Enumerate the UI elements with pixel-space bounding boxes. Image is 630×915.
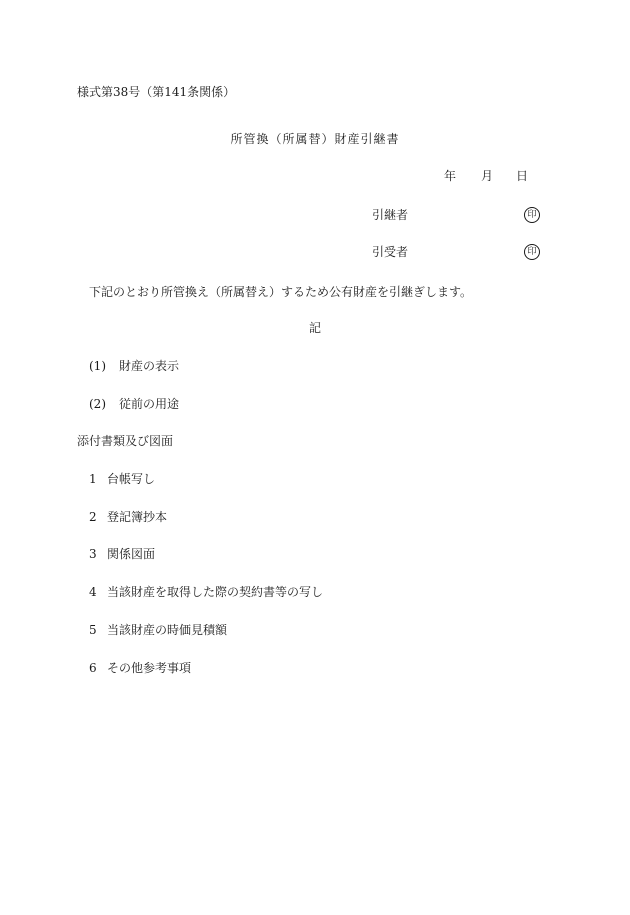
- attachment-number: 5: [89, 623, 97, 637]
- attachment-item: [89, 471, 155, 487]
- date-year-label: 年: [444, 169, 457, 183]
- document-title: 所管換（所属替）財産引継書: [230, 132, 400, 146]
- transferor-seal-icon: 印: [524, 207, 540, 223]
- attachment-item: [89, 509, 167, 525]
- transferee-label: 引受者: [372, 245, 409, 259]
- attachment-number: 3: [89, 547, 97, 561]
- ki-heading: 記: [308, 321, 321, 335]
- attachment-item: [89, 584, 323, 600]
- item-label: 従前の用途: [119, 397, 180, 411]
- item-label: 財産の表示: [119, 359, 180, 373]
- attachment-number: 4: [89, 585, 97, 599]
- attachment-item: [89, 546, 155, 562]
- attachment-label: 関係図面: [107, 547, 156, 561]
- attachment-label: 当該財産を取得した際の契約書等の写し: [107, 585, 324, 599]
- body-text: 下記のとおり所管換え（所属替え）するため公有財産を引継ぎします。: [89, 285, 473, 299]
- attachments-heading: 添付書類及び図面: [77, 434, 174, 448]
- attachment-item: [89, 660, 191, 676]
- attachment-label: その他参考事項: [107, 661, 192, 675]
- attachment-item: [89, 622, 227, 638]
- date-month-label: 月: [481, 169, 494, 183]
- form-number: 様式第38号（第141条関係）: [77, 85, 236, 99]
- attachment-label: 台帳写し: [107, 472, 156, 486]
- attachment-label: 登記簿抄本: [107, 510, 168, 524]
- attachment-number: 1: [89, 472, 97, 486]
- transferor-label: 引継者: [372, 208, 409, 222]
- transferee-seal-icon: 印: [524, 244, 540, 260]
- list-item: [89, 396, 179, 412]
- item-number: (1): [89, 359, 106, 373]
- attachment-label: 当該財産の時価見積額: [107, 623, 228, 637]
- attachment-number: 2: [89, 510, 97, 524]
- list-item: [89, 358, 179, 374]
- date-day-label: 日: [516, 169, 529, 183]
- item-number: (2): [89, 397, 106, 411]
- attachment-number: 6: [89, 661, 97, 675]
